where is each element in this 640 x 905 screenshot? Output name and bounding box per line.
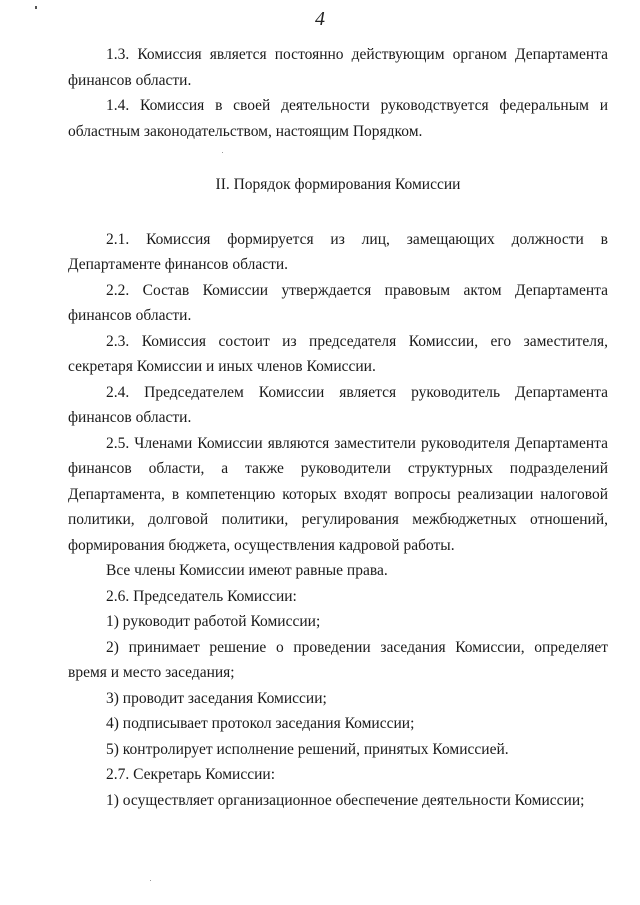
paragraph-2-1: 2.1. Комиссия формируется из лиц, замещающих должности в Департаменте финансов области. — [68, 230, 608, 273]
scan-speck — [150, 880, 151, 881]
document-body — [68, 42, 608, 813]
section-heading: II. Порядок формирования Комиссии — [215, 176, 461, 193]
list-item-chair-4: 4) подписывает протокол заседания Комиссии; — [106, 715, 415, 732]
list-item-secretary-1: 1) осуществляет организационное обеспечение деятельности Комиссии; — [106, 791, 585, 809]
paragraph-equal-rights: Все члены Комиссии имеют равные права. — [106, 562, 388, 579]
paragraph-2-7: 2.7. Секретарь Комиссии: — [106, 766, 276, 783]
paragraph-2-3: 2.3. Комиссия состоит из председателя Комиссии, его заместителя, секретаря Комиссии и иных членов Комиссии. — [68, 332, 608, 375]
list-item-chair-1: 1) руководит работой Комиссии; — [106, 613, 321, 630]
paragraph-2-6: 2.6. Председатель Комиссии: — [106, 587, 297, 605]
paragraph-2-2: 2.2. Состав Комиссии утверждается правовым актом Департамента финансов области. — [68, 281, 608, 324]
list-item-chair-2: 2) принимает решение о проведении заседания Комиссии, определяет время и место заседания; — [68, 638, 608, 681]
page-number: 4 — [315, 8, 325, 30]
paragraph-2-4: 2.4. Председателем Комиссии является руководитель Департамента финансов области. — [68, 383, 608, 426]
scan-mark — [35, 6, 37, 9]
list-item-chair-3: 3) проводит заседания Комиссии; — [106, 689, 327, 707]
paragraph-1-3: 1.3. Комиссия является постоянно действующим органом Департамента финансов области. — [68, 46, 608, 89]
paragraph-2-5: 2.5. Членами Комиссии являются заместители руководителя Департамента финансов области, а также руководители структурных подразделений Департамента, в компетенцию которых входят вопросы реализации налоговой политики, долговой политики, регулирования межбюджетных отношений, формирования бюджета, осуществления кадровой работы. — [68, 434, 608, 554]
list-item-chair-5: 5) контролирует исполнение решений, принятых Комиссией. — [106, 740, 509, 758]
paragraph-1-4: 1.4. Комиссия в своей деятельности руководствуется федеральным и областным законодательством, настоящим Порядком. — [68, 97, 608, 140]
